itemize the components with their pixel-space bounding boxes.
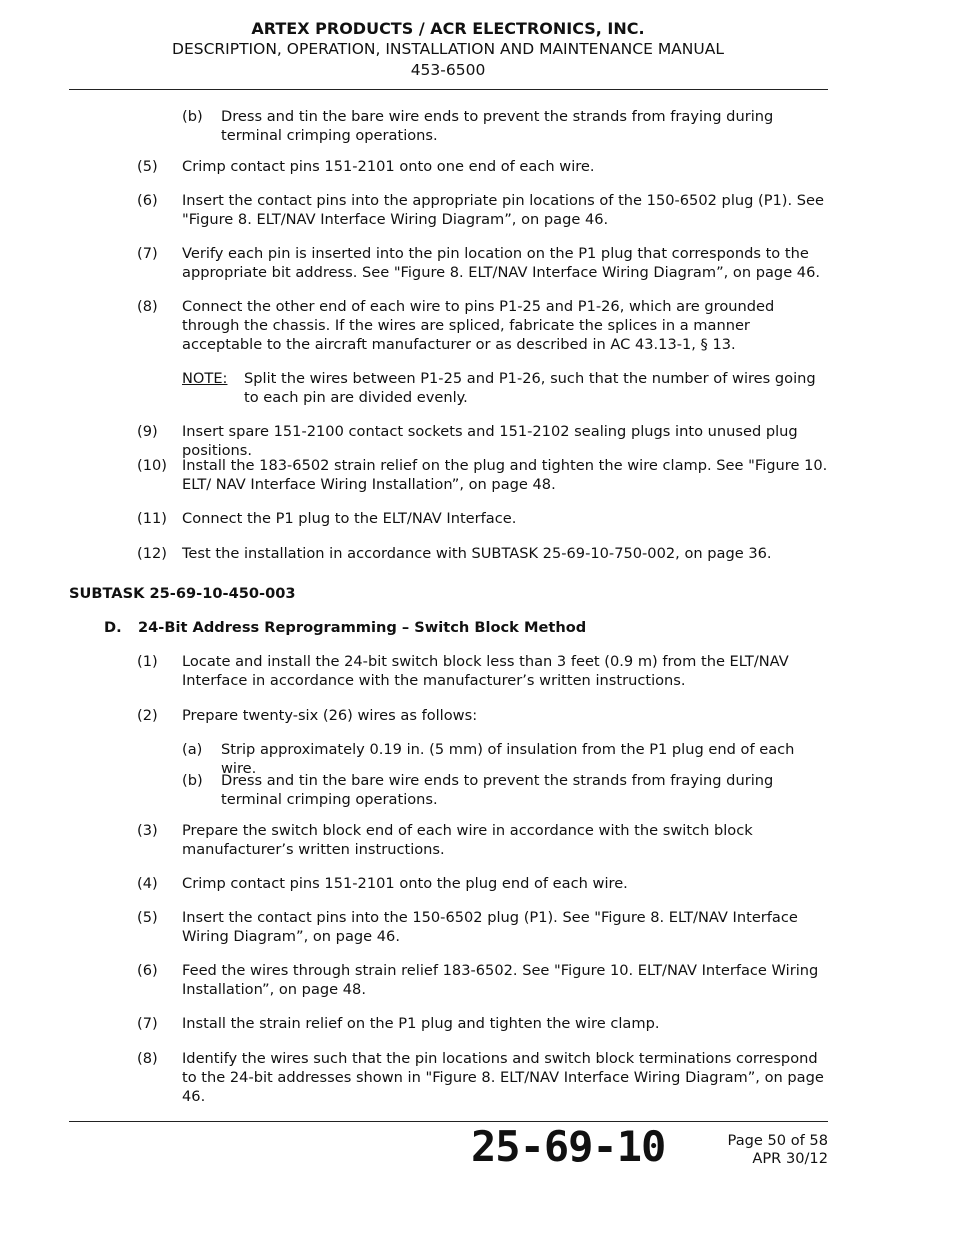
item-number: (8) xyxy=(137,298,158,315)
item-text: Verify each pin is inserted into the pin location on the P1 plug that corresponds to the appropriate bit address. See "Figure 8. ELT/NAV Interface Wiring Diagram”, on page 46. xyxy=(182,245,821,281)
item-number: (3) xyxy=(137,822,158,839)
item-number: (10) xyxy=(137,457,167,474)
item-number: (7) xyxy=(137,1015,158,1032)
item-text: Connect the other end of each wire to pins P1-25 and P1-26, which are grounded through the chassis. If the wires are spliced, fabricate the splices in a manner acceptable to the aircraft manufacturer or as described in AC 43.13-1, § 13. xyxy=(182,298,775,353)
footer-rule xyxy=(69,1121,828,1122)
item-text: Insert the contact pins into the 150-6502 plug (P1). See "Figure 8. ELT/NAV Interface Wiring Diagram”, on page 46. xyxy=(182,909,798,945)
item-text: Insert the contact pins into the appropriate pin locations of the 150-6502 plug (P1). See "Figure 8. ELT/NAV Interface Wiring Diagram”, on page 46. xyxy=(182,192,824,228)
item-text: Connect the P1 plug to the ELT/NAV Interface. xyxy=(182,510,517,527)
item-number: (11) xyxy=(137,510,167,527)
item-text: Test the installation in accordance with SUBTASK 25-69-10-750-002, on page 36. xyxy=(182,545,772,562)
revision-date: APR 30/12 xyxy=(752,1150,828,1167)
item-text: Identify the wires such that the pin locations and switch block terminations correspond to the 24-bit addresses shown in "Figure 8. ELT/NAV Interface Wiring Diagram”, on page 46. xyxy=(182,1050,824,1105)
header-rule xyxy=(69,89,828,90)
item-text: Feed the wires through strain relief 183-6502. See "Figure 10. ELT/NAV Interface Wiring Installation”, on page 48. xyxy=(182,962,819,998)
item-number: (b) xyxy=(182,772,203,789)
item-number: (12) xyxy=(137,545,167,562)
item-text: Insert spare 151-2100 contact sockets and 151-2102 sealing plugs into unused plug positions. xyxy=(182,423,798,459)
note-label: NOTE: xyxy=(182,370,228,387)
section-letter: D. xyxy=(104,619,122,636)
chapter-code: 25-69-10 xyxy=(471,1122,666,1171)
item-number: (1) xyxy=(137,653,158,670)
item-number: (a) xyxy=(182,741,203,758)
item-number: (7) xyxy=(137,245,158,262)
item-number: (4) xyxy=(137,875,158,892)
page-number: Page 50 of 58 xyxy=(727,1132,828,1149)
item-number: (5) xyxy=(137,909,158,926)
item-number: (8) xyxy=(137,1050,158,1067)
subtask-heading: SUBTASK 25-69-10-450-003 xyxy=(69,585,296,602)
item-number: (6) xyxy=(137,962,158,979)
company-name: ARTEX PRODUCTS / ACR ELECTRONICS, INC. xyxy=(251,19,645,38)
section-title: 24-Bit Address Reprogramming – Switch Block Method xyxy=(138,619,587,636)
item-text: Prepare twenty-six (26) wires as follows: xyxy=(182,707,478,724)
note-text: Split the wires between P1-25 and P1-26, such that the number of wires going to each pin are divided evenly. xyxy=(244,370,816,406)
page-info xyxy=(728,1132,828,1168)
item-text: Crimp contact pins 151-2101 onto one end of each wire. xyxy=(182,158,595,175)
item-text: Install the 183-6502 strain relief on the plug and tighten the wire clamp. See "Figure 10. ELT/ NAV Interface Wiring Installation”, on page 48. xyxy=(182,457,828,493)
item-number: (6) xyxy=(137,192,158,209)
item-text: Crimp contact pins 151-2101 onto the plug end of each wire. xyxy=(182,875,628,892)
manual-title: DESCRIPTION, OPERATION, INSTALLATION AND MAINTENANCE MANUAL xyxy=(172,40,724,58)
item-number: (5) xyxy=(137,158,158,175)
item-number: (b) xyxy=(182,108,203,125)
item-text: Dress and tin the bare wire ends to prevent the strands from fraying during terminal crimping operations. xyxy=(221,108,774,144)
item-text: Strip approximately 0.19 in. (5 mm) of insulation from the P1 plug end of each wire. xyxy=(221,741,795,777)
item-text: Prepare the switch block end of each wire in accordance with the switch block manufacturer’s written instructions. xyxy=(182,822,753,858)
manual-number: 453-6500 xyxy=(410,61,486,79)
item-text: Locate and install the 24-bit switch block less than 3 feet (0.9 m) from the ELT/NAV Interface in accordance with the manufacturer’s written instructions. xyxy=(182,653,789,689)
item-number: (2) xyxy=(137,707,158,724)
item-text: Install the strain relief on the P1 plug and tighten the wire clamp. xyxy=(182,1015,660,1032)
item-number: (9) xyxy=(137,423,158,440)
item-text: Dress and tin the bare wire ends to prevent the strands from fraying during terminal crimping operations. xyxy=(221,772,774,808)
